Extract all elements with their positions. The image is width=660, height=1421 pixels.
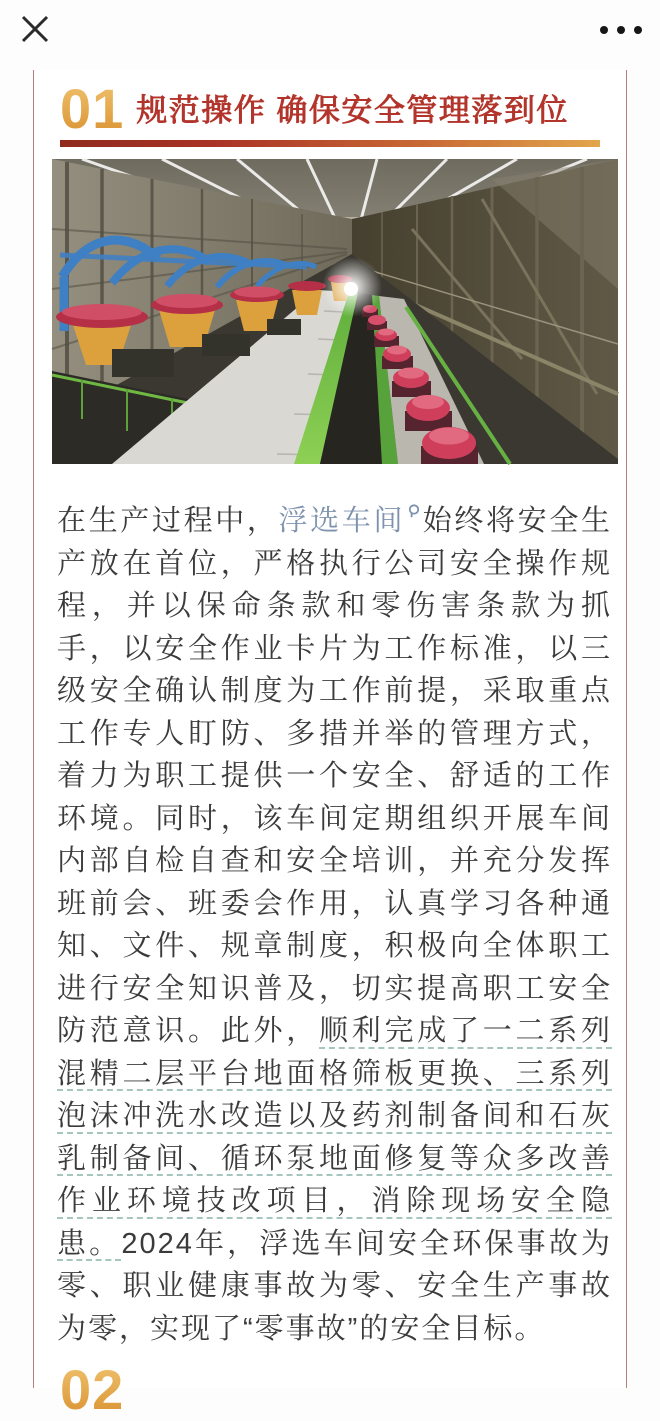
paragraph-text: 在生产过程中，: [57, 505, 279, 537]
paragraph-text: 始终将安全生产放在首位，严格执行公司安全操作规程，并以保命条款和零伤害条款为抓手，以安全作业卡片为工作标准，以三级安全确认制度为工作前提，采取重点工作专人盯防、多措并举的管理方式，着力为职工提供一个安全、舒适的工作环境。同时，该车间定期组织开展车间内部自检自查和安全培训，并充分发挥班前会、班委会作用，认真学习各种通知、文件、规章制度，积极向全体职工进行安全知识普及，切实提高职工安全防范意识。此外，: [57, 505, 612, 1047]
section-1-number: 01: [60, 77, 125, 140]
close-icon: [18, 35, 54, 52]
article-frame: [33, 70, 627, 1421]
section-1-title: 规范操作 确保安全管理落到位: [136, 93, 569, 128]
factory-workshop-photo[interactable]: [52, 159, 618, 464]
ellipsis-icon: [600, 26, 642, 34]
search-icon: [406, 503, 422, 519]
entity-link-fuxuan-chejian[interactable]: 浮选车间: [279, 505, 423, 537]
top-toolbar: [0, 0, 660, 62]
close-button[interactable]: [18, 12, 54, 48]
section-1-header: [60, 77, 626, 140]
paragraph-text: 2024年，浮选车间安全环保事故为零、职业健康事故为零、安全生产事故为零，实现了“零事故”的安全目标。: [57, 1227, 612, 1345]
more-options-button[interactable]: [586, 16, 642, 44]
section-1-paragraph: [57, 500, 612, 1350]
section-1-divider-bar: [60, 140, 600, 147]
section-2-number: 02: [60, 1364, 626, 1416]
paragraph-underlined-text: 顺利完成了一二系列混精二层平台地面格筛板更换、三系列泡沫冲洗水改造以及药剂制备间和石灰乳制备间、循环泵地面修复等众多改善作业环境技改项目，消除现场安全隐患。: [57, 1015, 612, 1260]
